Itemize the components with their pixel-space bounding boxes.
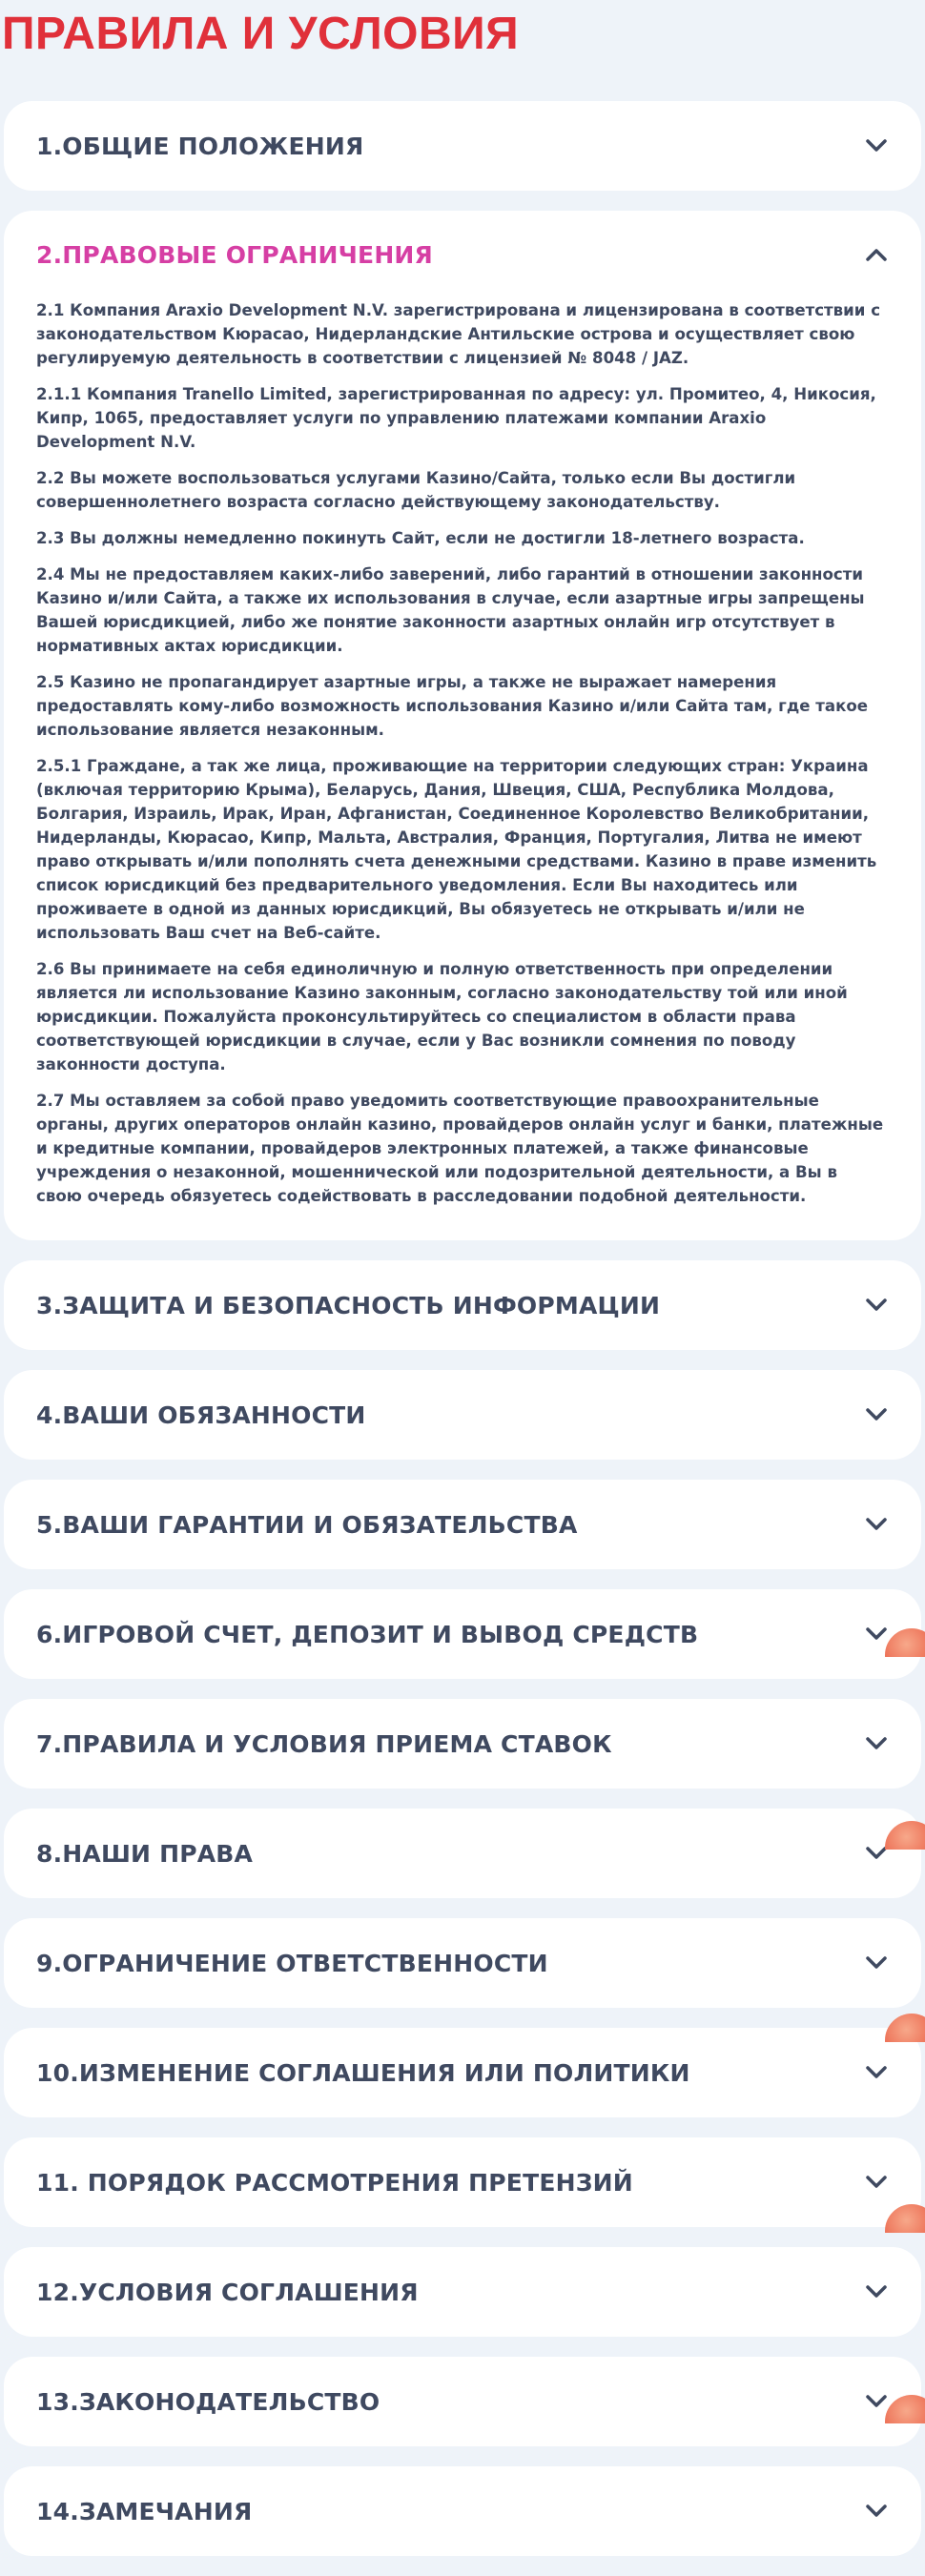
- accordion-header-6[interactable]: [4, 1589, 921, 1679]
- chevron-down-icon[interactable]: [862, 132, 891, 160]
- section-title: 5.ВАШИ ГАРАНТИИ И ОБЯЗАТЕЛЬСТВА: [36, 1510, 578, 1539]
- terms-accordion: [4, 101, 921, 2576]
- paragraph: 2.6 Вы принимаете на себя единоличную и полную ответственность при определении является ли использование Казино законным, согласно законодательству той или иной юрисдикции. Пожалуйста проконсультируйтесь со специалистом в области права соответствующей юрисдикции в случае, если у Вас возникли сомнения по поводу законности доступа.: [36, 960, 848, 1073]
- accordion-item: [4, 2247, 921, 2337]
- chevron-down-icon[interactable]: [862, 1291, 891, 1319]
- section-content: [4, 298, 921, 1240]
- chevron-down-icon[interactable]: [862, 1400, 891, 1429]
- accordion-header-13[interactable]: [4, 2357, 921, 2446]
- accordion-item: [4, 1260, 921, 1350]
- chevron-down-icon[interactable]: [862, 1729, 891, 1758]
- accordion-header-3[interactable]: [4, 1260, 921, 1350]
- paragraph: 2.5 Казино не пропагандирует азартные игры, а также не выражает намерения предоставлять кому-либо возможность использования Казино и/или Сайта там, где такое использование является незаконным.: [36, 673, 868, 739]
- section-title: 9.ОГРАНИЧЕНИЕ ОТВЕТСТВЕННОСТИ: [36, 1949, 548, 1977]
- accordion-item: [4, 1480, 921, 1569]
- accordion-item: [4, 2028, 921, 2117]
- section-title: 10.ИЗМЕНЕНИЕ СОГЛАШЕНИЯ ИЛИ ПОЛИТИКИ: [36, 2058, 690, 2087]
- accordion-item: [4, 1699, 921, 1789]
- section-title: 11. ПОРЯДОК РАССМОТРЕНИЯ ПРЕТЕНЗИЙ: [36, 2168, 633, 2197]
- accordion-item: [4, 2137, 921, 2227]
- accordion-header-1[interactable]: [4, 101, 921, 191]
- chevron-down-icon[interactable]: [862, 1949, 891, 1977]
- accordion-item: [4, 101, 921, 191]
- accordion-header-5[interactable]: [4, 1480, 921, 1569]
- accordion-header-10[interactable]: [4, 2028, 921, 2117]
- section-title: 3.ЗАЩИТА И БЕЗОПАСНОСТЬ ИНФОРМАЦИИ: [36, 1291, 661, 1319]
- accordion-header-12[interactable]: [4, 2247, 921, 2337]
- chevron-down-icon[interactable]: [862, 2497, 891, 2525]
- decorative-shape: [883, 1821, 925, 1850]
- section-title: 13.ЗАКОНОДАТЕЛЬСТВО: [36, 2387, 380, 2416]
- paragraph: 2.1.1 Компания Tranello Limited, зарегистрированная по адресу: ул. Промитео, 4, Никосия, Кипр, 1065, предоставляет услуги по управлению платежами компании Araxio Development N.V.: [36, 385, 876, 451]
- section-title: 8.НАШИ ПРАВА: [36, 1839, 254, 1868]
- decorative-shape: [883, 2395, 925, 2423]
- chevron-down-icon[interactable]: [862, 2058, 891, 2087]
- accordion-header-14[interactable]: [4, 2466, 921, 2556]
- accordion-item: [4, 2466, 921, 2556]
- section-title: 12.УСЛОВИЯ СОГЛАШЕНИЯ: [36, 2278, 419, 2306]
- paragraph: 2.4 Мы не предоставляем каких-либо заверений, либо гарантий в отношении законности Казино и/или Сайта, а также их использования в случае, если азартные игры запрещены Вашей юрисдикцией, либо же понятие законности азартных онлайн игр отсутствует в нормативных актах юрисдикции.: [36, 565, 865, 655]
- section-title: 14.ЗАМЕЧАНИЯ: [36, 2497, 253, 2525]
- paragraph: 2.3 Вы должны немедленно покинуть Сайт, если не достигли 18-летнего возраста.: [36, 529, 805, 547]
- accordion-item: [4, 1918, 921, 2008]
- accordion-item: [4, 1589, 921, 1679]
- accordion-header-4[interactable]: [4, 1370, 921, 1460]
- accordion-item: [4, 1370, 921, 1460]
- paragraph: 2.1 Компания Araxio Development N.V. зарегистрирована и лицензирована в соответствии с законодательством Кюрасао, Нидерландские Антильские острова и осуществляет свою регулируемую деятельность в соответствии с лицензией № 8048 / JAZ.: [36, 301, 881, 367]
- page-title: ПРАВИЛА И УСЛОВИЯ: [2, 9, 520, 59]
- chevron-up-icon[interactable]: [862, 240, 891, 269]
- accordion-header-8[interactable]: [4, 1809, 921, 1898]
- chevron-down-icon[interactable]: [862, 2168, 891, 2197]
- chevron-down-icon[interactable]: [862, 1510, 891, 1539]
- decorative-shape: [883, 2014, 925, 2042]
- section-title: 1.ОБЩИЕ ПОЛОЖЕНИЯ: [36, 132, 364, 160]
- chevron-down-icon[interactable]: [862, 2278, 891, 2306]
- accordion-header-2[interactable]: [4, 211, 921, 298]
- accordion-item: [4, 1809, 921, 1898]
- section-title: 7.ПРАВИЛА И УСЛОВИЯ ПРИЕМА СТАВОК: [36, 1729, 612, 1758]
- section-title: 2.ПРАВОВЫЕ ОГРАНИЧЕНИЯ: [36, 240, 434, 269]
- section-title: 4.ВАШИ ОБЯЗАННОСТИ: [36, 1400, 366, 1429]
- accordion-item-expanded: [4, 211, 921, 1240]
- accordion-header-9[interactable]: [4, 1918, 921, 2008]
- accordion-item: [4, 2357, 921, 2446]
- decorative-shape: [883, 2204, 925, 2233]
- paragraph: 2.5.1 Граждане, а так же лица, проживающие на территории следующих стран: Украина (включая территорию Крыма), Беларусь, Дания, Швеция, США, Республика Молдова, Болгария, Израиль, Ирак, Иран, Афганистан, Соединенное Королевство Великобритании, Нидерланды, Кюрасао, Кипр, Мальта, Австралия, Франция, Португалия, Литва не имеют право открывать и/или пополнять счета денежными средствами. Казино в праве изменить список юрисдикций без предварительного уведомления. Если Вы находитесь или проживаете в одной из данных юрисдикций, Вы обязуетесь не открывать и/или не использовать Ваш счет на Веб-сайте.: [36, 757, 877, 942]
- paragraph: 2.7 Мы оставляем за собой право уведомить соответствующие правоохранительные органы, других операторов онлайн казино, провайдеров онлайн услуг и банки, платежные и кредитные компании, провайдеров электронных платежей, а также финансовые учреждения о незаконной, мошеннической или подозрительной деятельности, а Вы в свою очередь обязуетесь содействовать в расследовании подобной деятельности.: [36, 1092, 884, 1205]
- accordion-header-7[interactable]: [4, 1699, 921, 1789]
- decorative-shape: [883, 1628, 925, 1657]
- accordion-header-11[interactable]: [4, 2137, 921, 2227]
- paragraph: 2.2 Вы можете воспользоваться услугами Казино/Сайта, только если Вы достигли совершеннолетнего возраста согласно действующему законодательству.: [36, 469, 796, 511]
- section-title: 6.ИГРОВОЙ СЧЕТ, ДЕПОЗИТ И ВЫВОД СРЕДСТВ: [36, 1620, 699, 1648]
